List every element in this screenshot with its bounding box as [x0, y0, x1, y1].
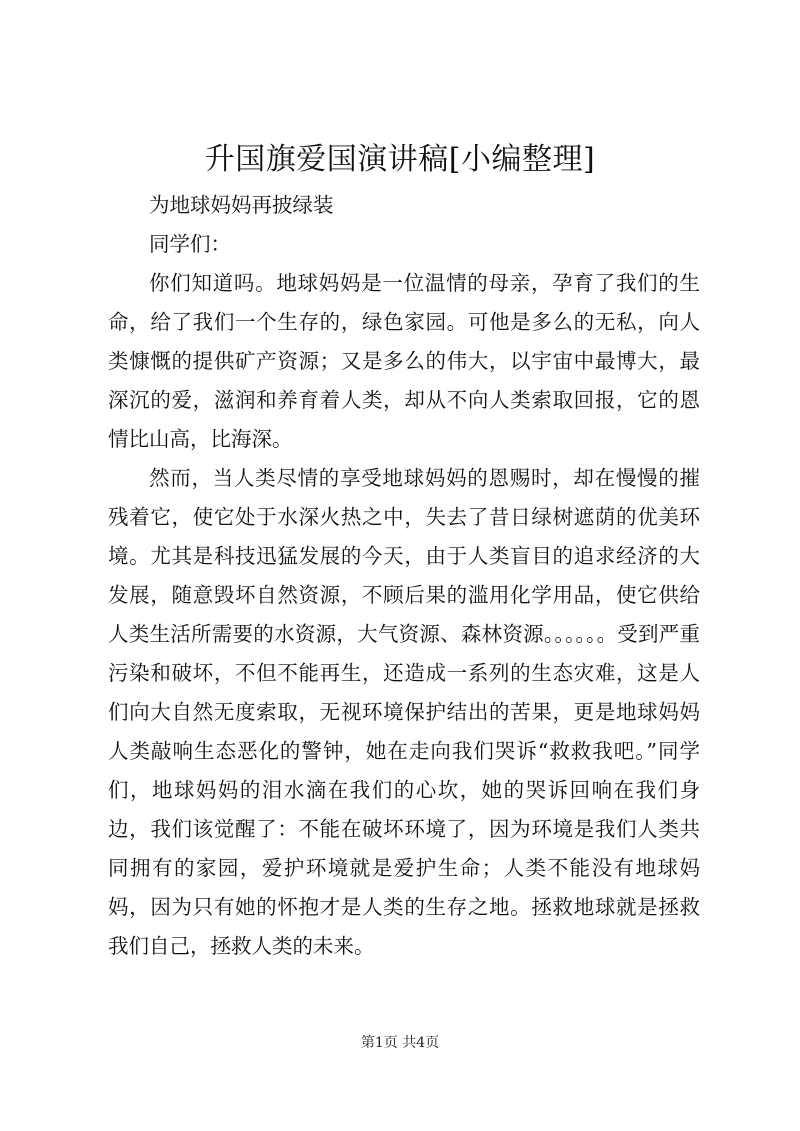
body-paragraph-1: 你们知道吗。地球妈妈是一位温情的母亲，孕育了我们的生命，给了我们一个生存的，绿色家园。可他是多么的无私，向人类慷慨的提供矿产资源；又是多么的伟大，以宇宙中最博大，最深沉的爱，滋润和养育着人类，却从不向人类索取回报，它的恩情比山高，比海深。: [108, 271, 700, 451]
document-body: [108, 186, 700, 966]
salutation-paragraph: 同学们：: [149, 232, 231, 256]
page-footer: 第1页 共4页: [360, 1035, 440, 1051]
body-paragraph-2: 然而，当人类尽情的享受地球妈妈的恩赐时，却在慢慢的摧残着它，使它处于水深火热之中，失去了昔日绿树遮荫的优美环境。尤其是科技迅猛发展的今天，由于人类盲目的追求经济的大发展，随意毁坏自然资源，不顾后果的滥用化学用品，使它供给人类生活所需要的水资源，大气资源、森林资源。。。。。。受到严重污染和破坏，不但不能再生，还造成一系列的生态灾难，这是人们向大自然无度索取，无视环境保护结出的苦果，更是地球妈妈人类敲响生态恶化的警钟，她在走向我们哭诉“救救我吧。”同学们，地球妈妈的泪水滴在我们的心坎，她的哭诉回响在我们身边，我们该觉醒了：不能在破坏环境了，因为环境是我们人类共同拥有的家园，爱护环境就是爱护生命；人类不能没有地球妈妈，因为只有她的怀抱才是人类的生存之地。拯救地球就是拯救我们自己，拯救人类的未来。: [108, 466, 700, 958]
document-title: 升国旗爱国演讲稿[小编整理]: [204, 142, 596, 177]
subtitle-paragraph: 为地球妈妈再披绿装: [149, 193, 334, 217]
